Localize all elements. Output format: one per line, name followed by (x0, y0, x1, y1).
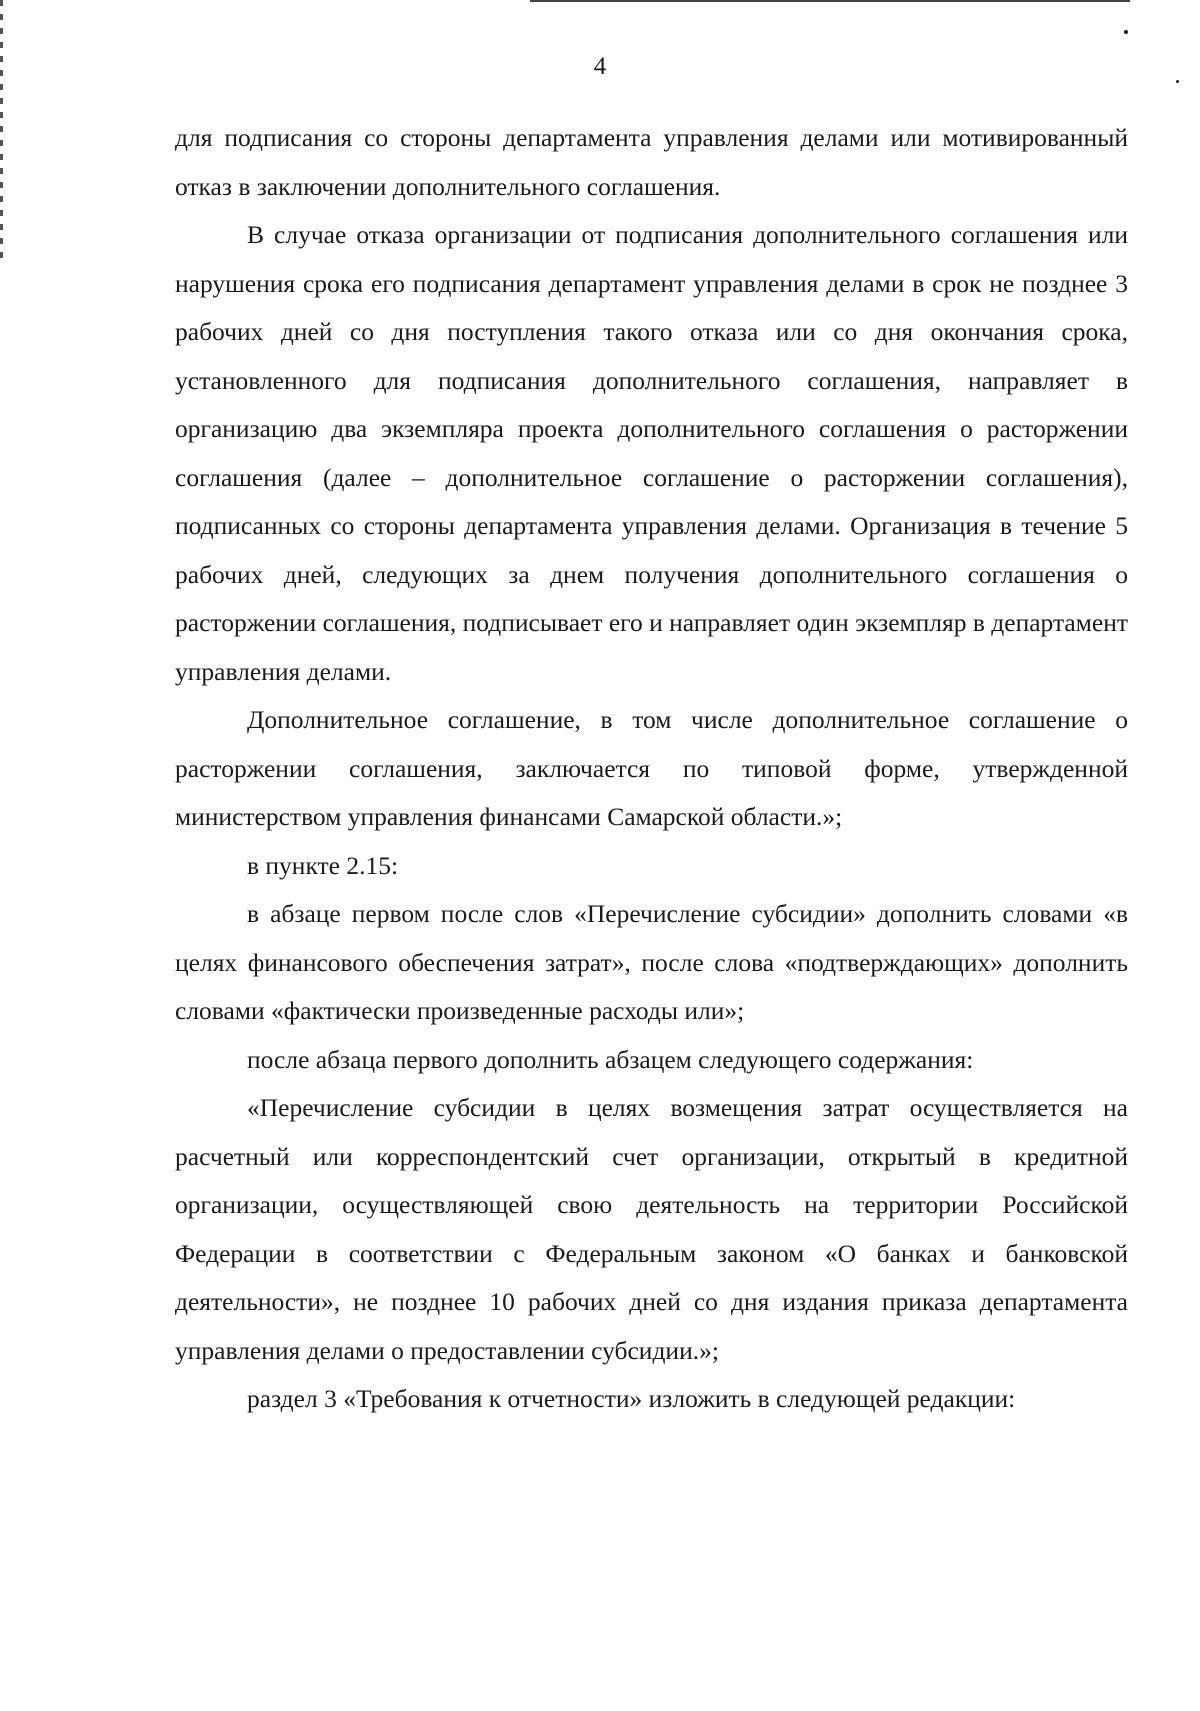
paragraph-clause-2-15: в пункте 2.15: (247, 850, 399, 880)
scan-top-rule (530, 0, 1130, 2)
scan-speck (1124, 30, 1128, 34)
paragraph-first-abzac-amendment: в абзаце первом после слов «Перечисление субсидии» дополнить словами «в целях финансового обеспечения затрат», после слова «подтверждающих» дополнить словами «фактически произведенные расходы или»; (175, 899, 1128, 1025)
page-number: 4 (593, 53, 607, 80)
document-body (175, 114, 1128, 1424)
scan-left-edge (0, 0, 3, 260)
paragraph-continuation: для подписания со стороны департамента управления делами или мотивированный отказ в заключении дополнительного соглашения. (175, 123, 1128, 201)
paragraph-subsidy-transfer: «Перечисление субсидии в целях возмещения затрат осуществляется на расчетный или корреспондентский счет организации, открытый в кредитной организации, осуществляющей свою деятельность на территории Российской Федерации в соответствии с Федеральным законом «О банках и банковской деятельности», не позднее 10 рабочих дней со дня издания приказа департамента управления делами о предоставлении субсидии.»; (175, 1093, 1128, 1365)
paragraph-add-abzac: после абзаца первого дополнить абзацем следующего содержания: (247, 1044, 974, 1074)
paragraph-refusal-case: В случае отказа организации от подписания дополнительного соглашения или нарушения срока его подписания департамент управления делами в срок не позднее 3 рабочих дней со дня поступления такого отказа или со дня окончания срока, установленного для подписания дополнительного соглашения, направляет в организацию два экземпляра проекта дополнительного соглашения о расторжении соглашения (далее – дополнительное соглашение о расторжении соглашения), подписанных со стороны департамента управления делами. Организация в течение 5 рабочих дней, следующих за днем получения дополнительного соглашения о расторжении соглашения, подписывает его и направляет один экземпляр в департамент управления делами. (175, 220, 1128, 686)
paragraph-section-3: раздел 3 «Требования к отчетности» изложить в следующей редакции: (247, 1384, 1016, 1413)
paragraph-standard-form: Дополнительное соглашение, в том числе дополнительное соглашение о расторжении соглашения, заключается по типовой форме, утвержденной министерством управления финансами Самарской области.»; (175, 705, 1128, 831)
